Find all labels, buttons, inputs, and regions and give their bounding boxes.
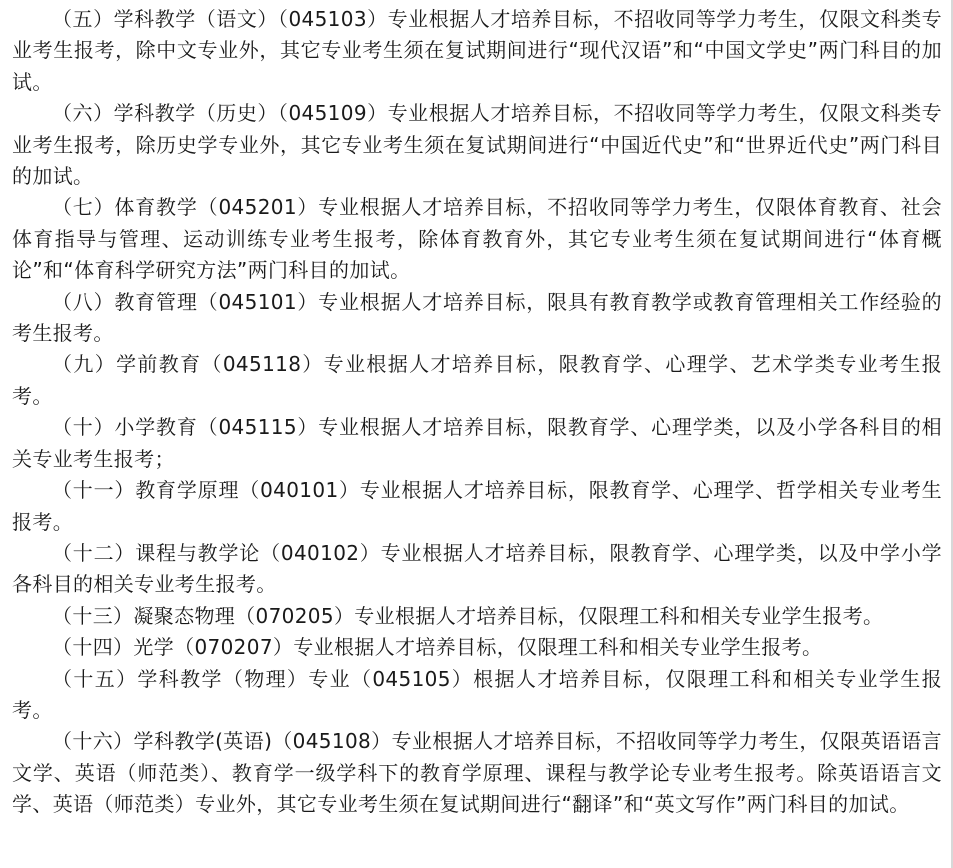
paragraph-item-6: （六）学科教学（历史）（045109）专业根据人才培养目标，不招收同等学力考生，仅限文科类专业考生报考，除历史学专业外，其它专业考生须在复试期间进行“中国近代史”和“世界近代史”两门科目的加试。: [12, 101, 942, 189]
paragraph-item-10: （十）小学教育（045115）专业根据人才培养目标，限教育学、心理学类，以及小学各科目的相关专业考生报考；: [12, 415, 942, 471]
paragraph-item-5: （五）学科教学（语文）（045103）专业根据人才培养目标，不招收同等学力考生，仅限文科类专业考生报考，除中文专业外，其它专业考生须在复试期间进行“现代汉语”和“中国文学史”两门科目的加试。: [12, 7, 942, 94]
paragraph-item-12: （十二）课程与教学论（040102）专业根据人才培养目标，限教育学、心理学类，以及中学小学各科目的相关专业考生报考。: [12, 540, 942, 597]
document-body: [12, 4, 942, 821]
paragraph-item-14: （十四）光学（070207）专业根据人才培养目标，仅限理工科和相关专业学生报考。: [52, 635, 823, 660]
paragraph-item-7: （七）体育教学（045201）专业根据人才培养目标，不招收同等学力考生，仅限体育教育、社会体育指导与管理、运动训练专业考生报考，除体育教育外，其它专业考生须在复试期间进行“体育概论”和“体育科学研究方法”两门科目的加试。: [12, 195, 942, 283]
paragraph-item-11: （十一）教育学原理（040101）专业根据人才培养目标，限教育学、心理学、哲学相关专业考生报考。: [12, 478, 942, 534]
paragraph-item-9: （九）学前教育（045118）专业根据人才培养目标，限教育学、心理学、艺术学类专业考生报考。: [12, 352, 942, 408]
paragraph-item-15: （十五）学科教学（物理）专业（045105）根据人才培养目标，仅限理工科和相关专业学生报考。: [12, 666, 942, 722]
paragraph-item-16: （十六）学科教学(英语)（045108）专业根据人才培养目标，不招收同等学力考生，仅限英语语言文学、英语（师范类）、教育学一级学科下的教育学原理、课程与教学论专业考生报考。除英语语言文学、英语（师范类）专业外，其它专业考生须在复试期间进行“翻译”和“英文写作”两门科目的加试。: [12, 729, 942, 817]
paragraph-item-8: （八）教育管理（045101）专业根据人才培养目标，限具有教育教学或教育管理相关工作经验的考生报考。: [12, 289, 942, 346]
paragraph-item-13: （十三）凝聚态物理（070205）专业根据人才培养目标，仅限理工科和相关专业学生报考。: [52, 603, 884, 628]
